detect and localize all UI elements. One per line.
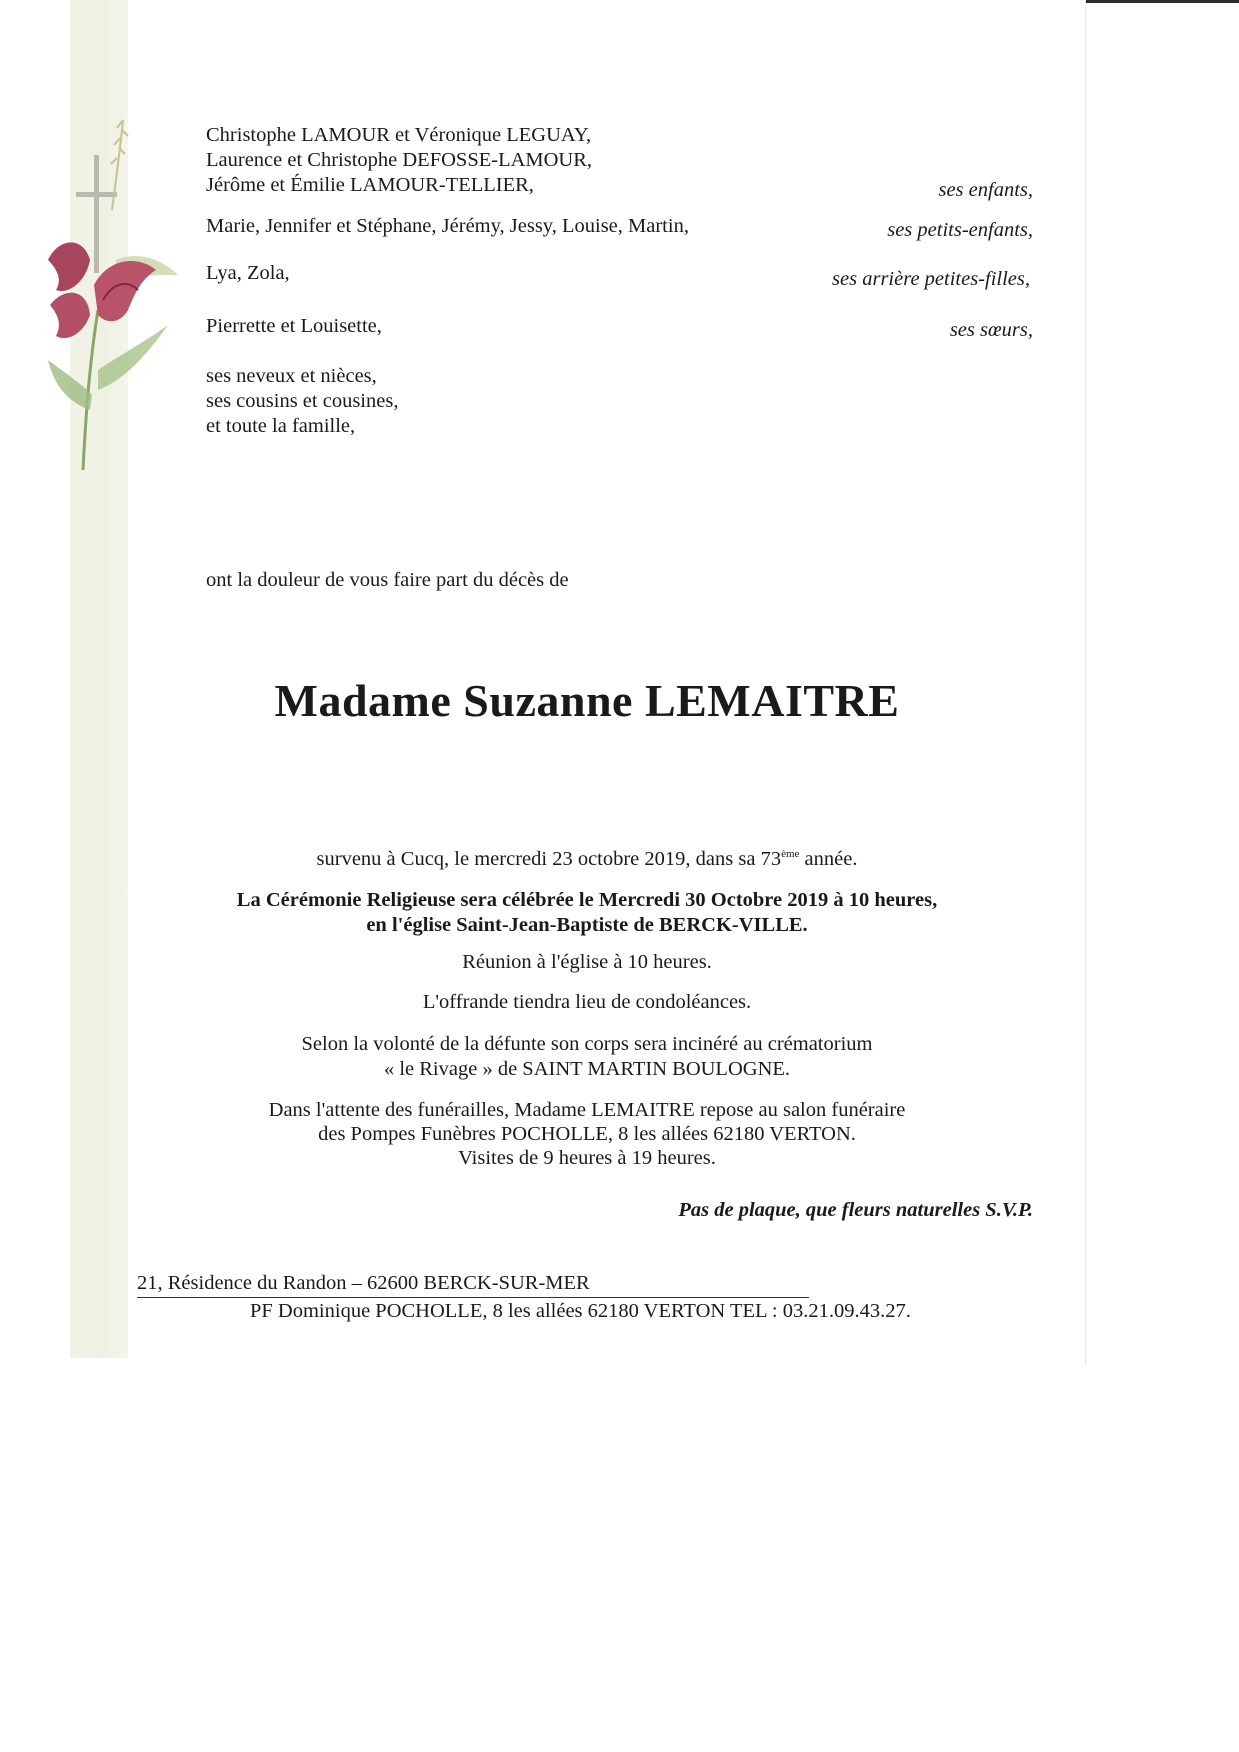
children-line-2: Laurence et Christophe DEFOSSE-LAMOUR, [206, 149, 593, 171]
ceremony-line-1: La Cérémonie Religieuse sera célébrée le Mercredi 30 Octobre 2019 à 10 heures, [236, 889, 938, 911]
flowers-note: Pas de plaque, que fleurs naturelles S.V.P. [678, 1199, 1033, 1221]
extended-family-line-3: et toute la famille, [206, 415, 356, 437]
sheet-top-edge [1086, 0, 1239, 3]
children-line-3: Jérôme et Émilie LAMOUR-TELLIER, [206, 174, 534, 196]
address-underline [137, 1297, 809, 1298]
meeting-line: Réunion à l'église à 10 heures. [462, 951, 712, 973]
children-role: ses enfants, [938, 179, 1033, 201]
cremation-line-2: « le Rivage » de SAINT MARTIN BOULOGNE. [383, 1058, 791, 1080]
ceremony-line-2: en l'église Saint-Jean-Baptiste de BERCK-VILLE. [366, 914, 808, 936]
sisters-role: ses sœurs, [949, 319, 1033, 341]
offering-line: L'offrande tiendra lieu de condoléances. [422, 991, 752, 1013]
great-grandchildren-role: ses arrière petites-filles, [832, 268, 1030, 290]
cremation-line-1: Selon la volonté de la défunte son corps sera incinéré au crématorium [301, 1033, 873, 1055]
salon-line-2: des Pompes Funèbres POCHOLLE, 8 les allées 62180 VERTON. [318, 1123, 856, 1145]
great-grandchildren-line: Lya, Zola, [206, 262, 290, 284]
extended-family-line-2: ses cousins et cousines, [206, 390, 399, 412]
funeral-home-contact: PF Dominique POCHOLLE, 8 les allées 62180 VERTON TEL : 03.21.09.43.27. [250, 1300, 911, 1322]
children-line-1: Christophe LAMOUR et Véronique LEGUAY, [206, 124, 592, 146]
grandchildren-role: ses petits-enfants, [887, 219, 1033, 241]
announcement-intro: ont la douleur de vous faire part du décès de [206, 569, 569, 591]
deceased-name: Madame Suzanne LEMAITRE [274, 675, 900, 726]
salon-line-1: Dans l'attente des funérailles, Madame LEMAITRE repose au salon funéraire [268, 1099, 906, 1121]
salon-line-3: Visites de 9 heures à 19 heures. [458, 1147, 716, 1169]
extended-family-line-1: ses neveux et nièces, [206, 365, 377, 387]
death-details: survenu à Cucq, le mercredi 23 octobre 2019, dans sa 73ème année. [316, 848, 858, 870]
family-address: 21, Résidence du Randon – 62600 BERCK-SUR-MER [137, 1272, 590, 1294]
grandchildren-line: Marie, Jennifer et Stéphane, Jérémy, Jessy, Louise, Martin, [206, 215, 689, 237]
sisters-line: Pierrette et Louisette, [206, 315, 382, 337]
cross-lily-icon [28, 110, 178, 480]
